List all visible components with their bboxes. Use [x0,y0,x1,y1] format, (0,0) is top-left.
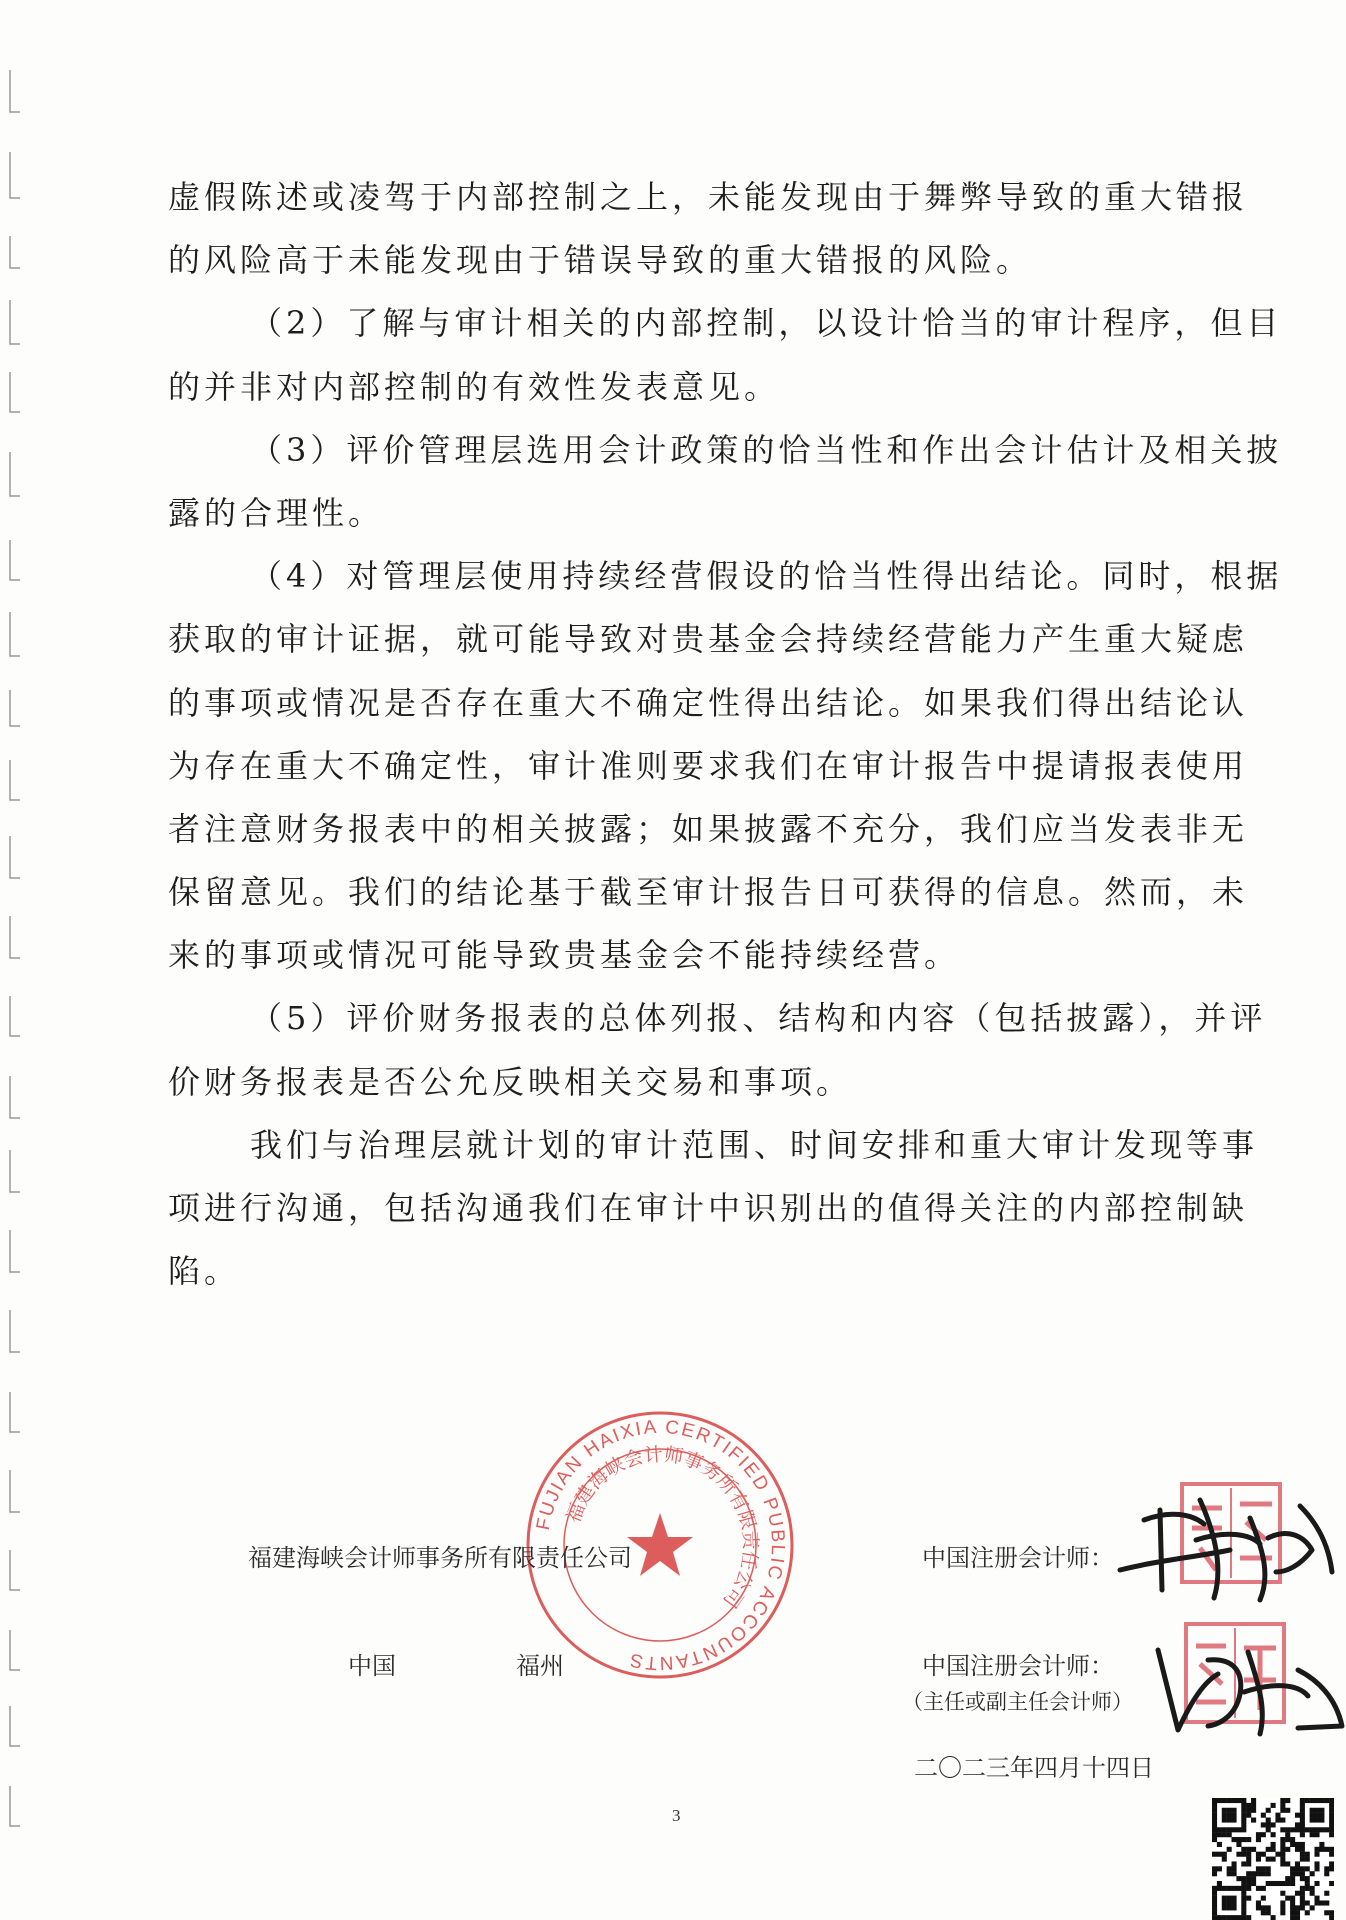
page-number: 3 [672,1806,681,1825]
paragraph-line: 的事项或情况是否存在重大不确定性得出结论。如果我们得出结论认 [168,683,1249,722]
firm-seal-chinese-text: 福建海峡会计师事务所有限责任公司 [562,1443,762,1612]
firm-seal-english-text: FUJIAN HAIXIA CERTIFIED PUBLIC ACCOUNTANTS [532,1416,789,1674]
cpa-label-1: 中国注册会计师： [922,1544,1114,1572]
paragraph-line: 来的事项或情况可能导致贵基金会不能持续经营。 [168,936,961,975]
paragraph-line: 的风险高于未能发现由于错误导致的重大错报的风险。 [168,241,1033,280]
paragraph-line: 者注意财务报表中的相关披露；如果披露不充分，我们应当发表非无 [168,809,1249,848]
firm-name: 福建海峡会计师事务所有限责任公司 [248,1544,632,1572]
country-label: 中国 [348,1652,396,1680]
paragraph-line: 价财务报表是否公允反映相关交易和事项。 [168,1062,853,1101]
paragraph-line: （5）评价财务报表的总体列报、结构和内容（包括披露），并评 [250,999,1267,1038]
paragraph-line: （3）评价管理层选用会计政策的恰当性和作出会计估计及相关披 [250,430,1283,469]
cpa-signature-2 [1148,1630,1346,1740]
report-body [168,166,1283,1303]
paragraph-line: 虚假陈述或凌驾于内部控制之上，未能发现由于舞弊导致的重大错报 [168,178,1249,216]
qr-code [1212,1798,1334,1920]
cpa-label-2: 中国注册会计师： [922,1652,1114,1680]
binding-margin-marks [0,0,40,1920]
paragraph-line: 项进行沟通，包括沟通我们在审计中识别出的值得关注的内部控制缺 [168,1189,1249,1227]
paragraph-line: 的并非对内部控制的有效性发表意见。 [168,367,781,406]
paragraph-line: 露的合理性。 [168,493,385,532]
paragraph-line: 获取的审计证据，就可能导致对贵基金会持续经营能力产生重大疑虑 [168,620,1249,659]
paragraph-line: （2）了解与审计相关的内部控制，以设计恰当的审计程序，但目 [250,304,1283,343]
cpa-role-note: （主任或副主任会计师） [902,1690,1133,1714]
city-label: 福州 [516,1652,564,1680]
paragraph-line: 为存在重大不确定性，审计准则要求我们在审计报告中提请报表使用 [168,746,1249,785]
paragraph-line: 陷。 [168,1252,241,1291]
paragraph-line: 保留意见。我们的结论基于截至审计报告日可获得的信息。然而，未 [168,873,1249,912]
paragraph-line: （4）对管理层使用持续经营假设的恰当性得出结论。同时，根据 [250,557,1283,596]
paragraph-line: 我们与治理层就计划的审计范围、时间安排和重大审计发现等事 [250,1125,1259,1164]
report-date: 二〇二三年四月十四日 [914,1754,1154,1782]
cpa-signature-1 [1100,1480,1340,1610]
